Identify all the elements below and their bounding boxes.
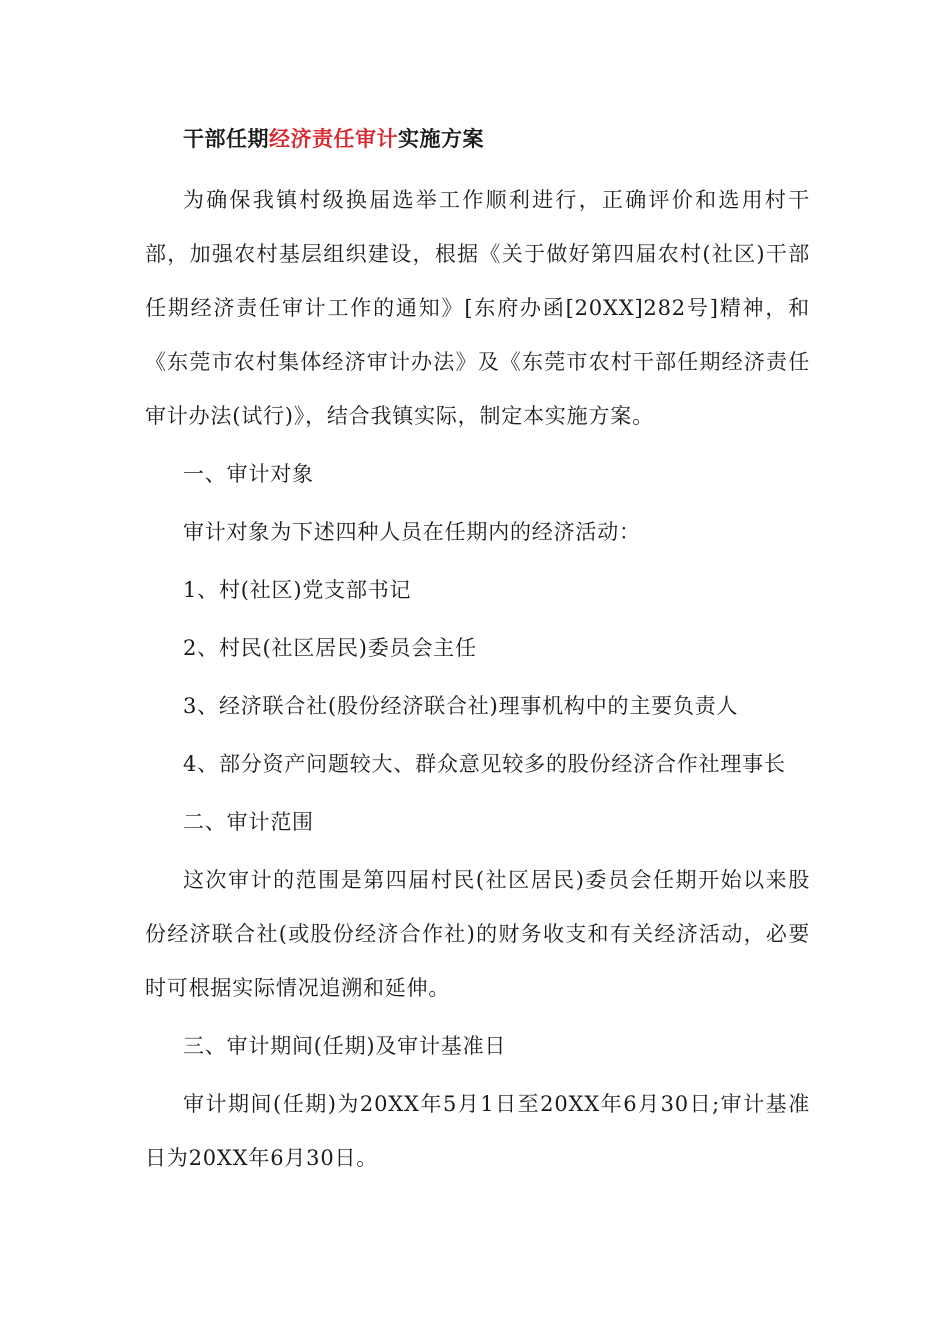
section-heading-audit-targets: 一、审计对象	[183, 462, 314, 486]
title-highlight: 经济责任审计	[269, 127, 398, 151]
audit-period-paragraph: 审计期间(任期)为20XX年5月1日至20XX年6月30日;审计基准日为20XX年6月30日。	[145, 1092, 810, 1170]
document-body	[145, 173, 810, 1185]
document-title	[183, 124, 484, 154]
title-part-1: 干部任期	[183, 127, 269, 151]
section-heading-audit-period: 三、审计期间(任期)及审计基准日	[183, 1034, 507, 1058]
list-item-4: 4、部分资产问题较大、群众意见较多的股份经济合作社理事长	[183, 752, 786, 776]
section-heading-audit-scope: 二、审计范围	[183, 810, 314, 834]
list-item-2: 2、村民(社区居民)委员会主任	[183, 636, 477, 660]
title-part-2: 实施方案	[398, 127, 484, 151]
audit-scope-paragraph: 这次审计的范围是第四届村民(社区居民)委员会任期开始以来股份经济联合社(或股份经济合作社)的财务收支和有关经济活动，必要时可根据实际情况追溯和延伸。	[145, 868, 810, 1000]
intro-paragraph: 为确保我镇村级换届选举工作顺利进行，正确评价和选用村干部，加强农村基层组织建设，根据《关于做好第四届农村(社区)干部任期经济责任审计工作的通知》[东府办函[20XX]282号]精神，和《东莞市农村集体经济审计办法》及《东莞市农村干部任期经济责任审计办法(试行)》，结合我镇实际，制定本实施方案。	[145, 188, 810, 428]
list-item-1: 1、村(社区)党支部书记	[183, 578, 412, 602]
list-item-3: 3、经济联合社(股份经济联合社)理事机构中的主要负责人	[183, 694, 739, 718]
audit-targets-paragraph: 审计对象为下述四种人员在任期内的经济活动：	[183, 520, 641, 544]
